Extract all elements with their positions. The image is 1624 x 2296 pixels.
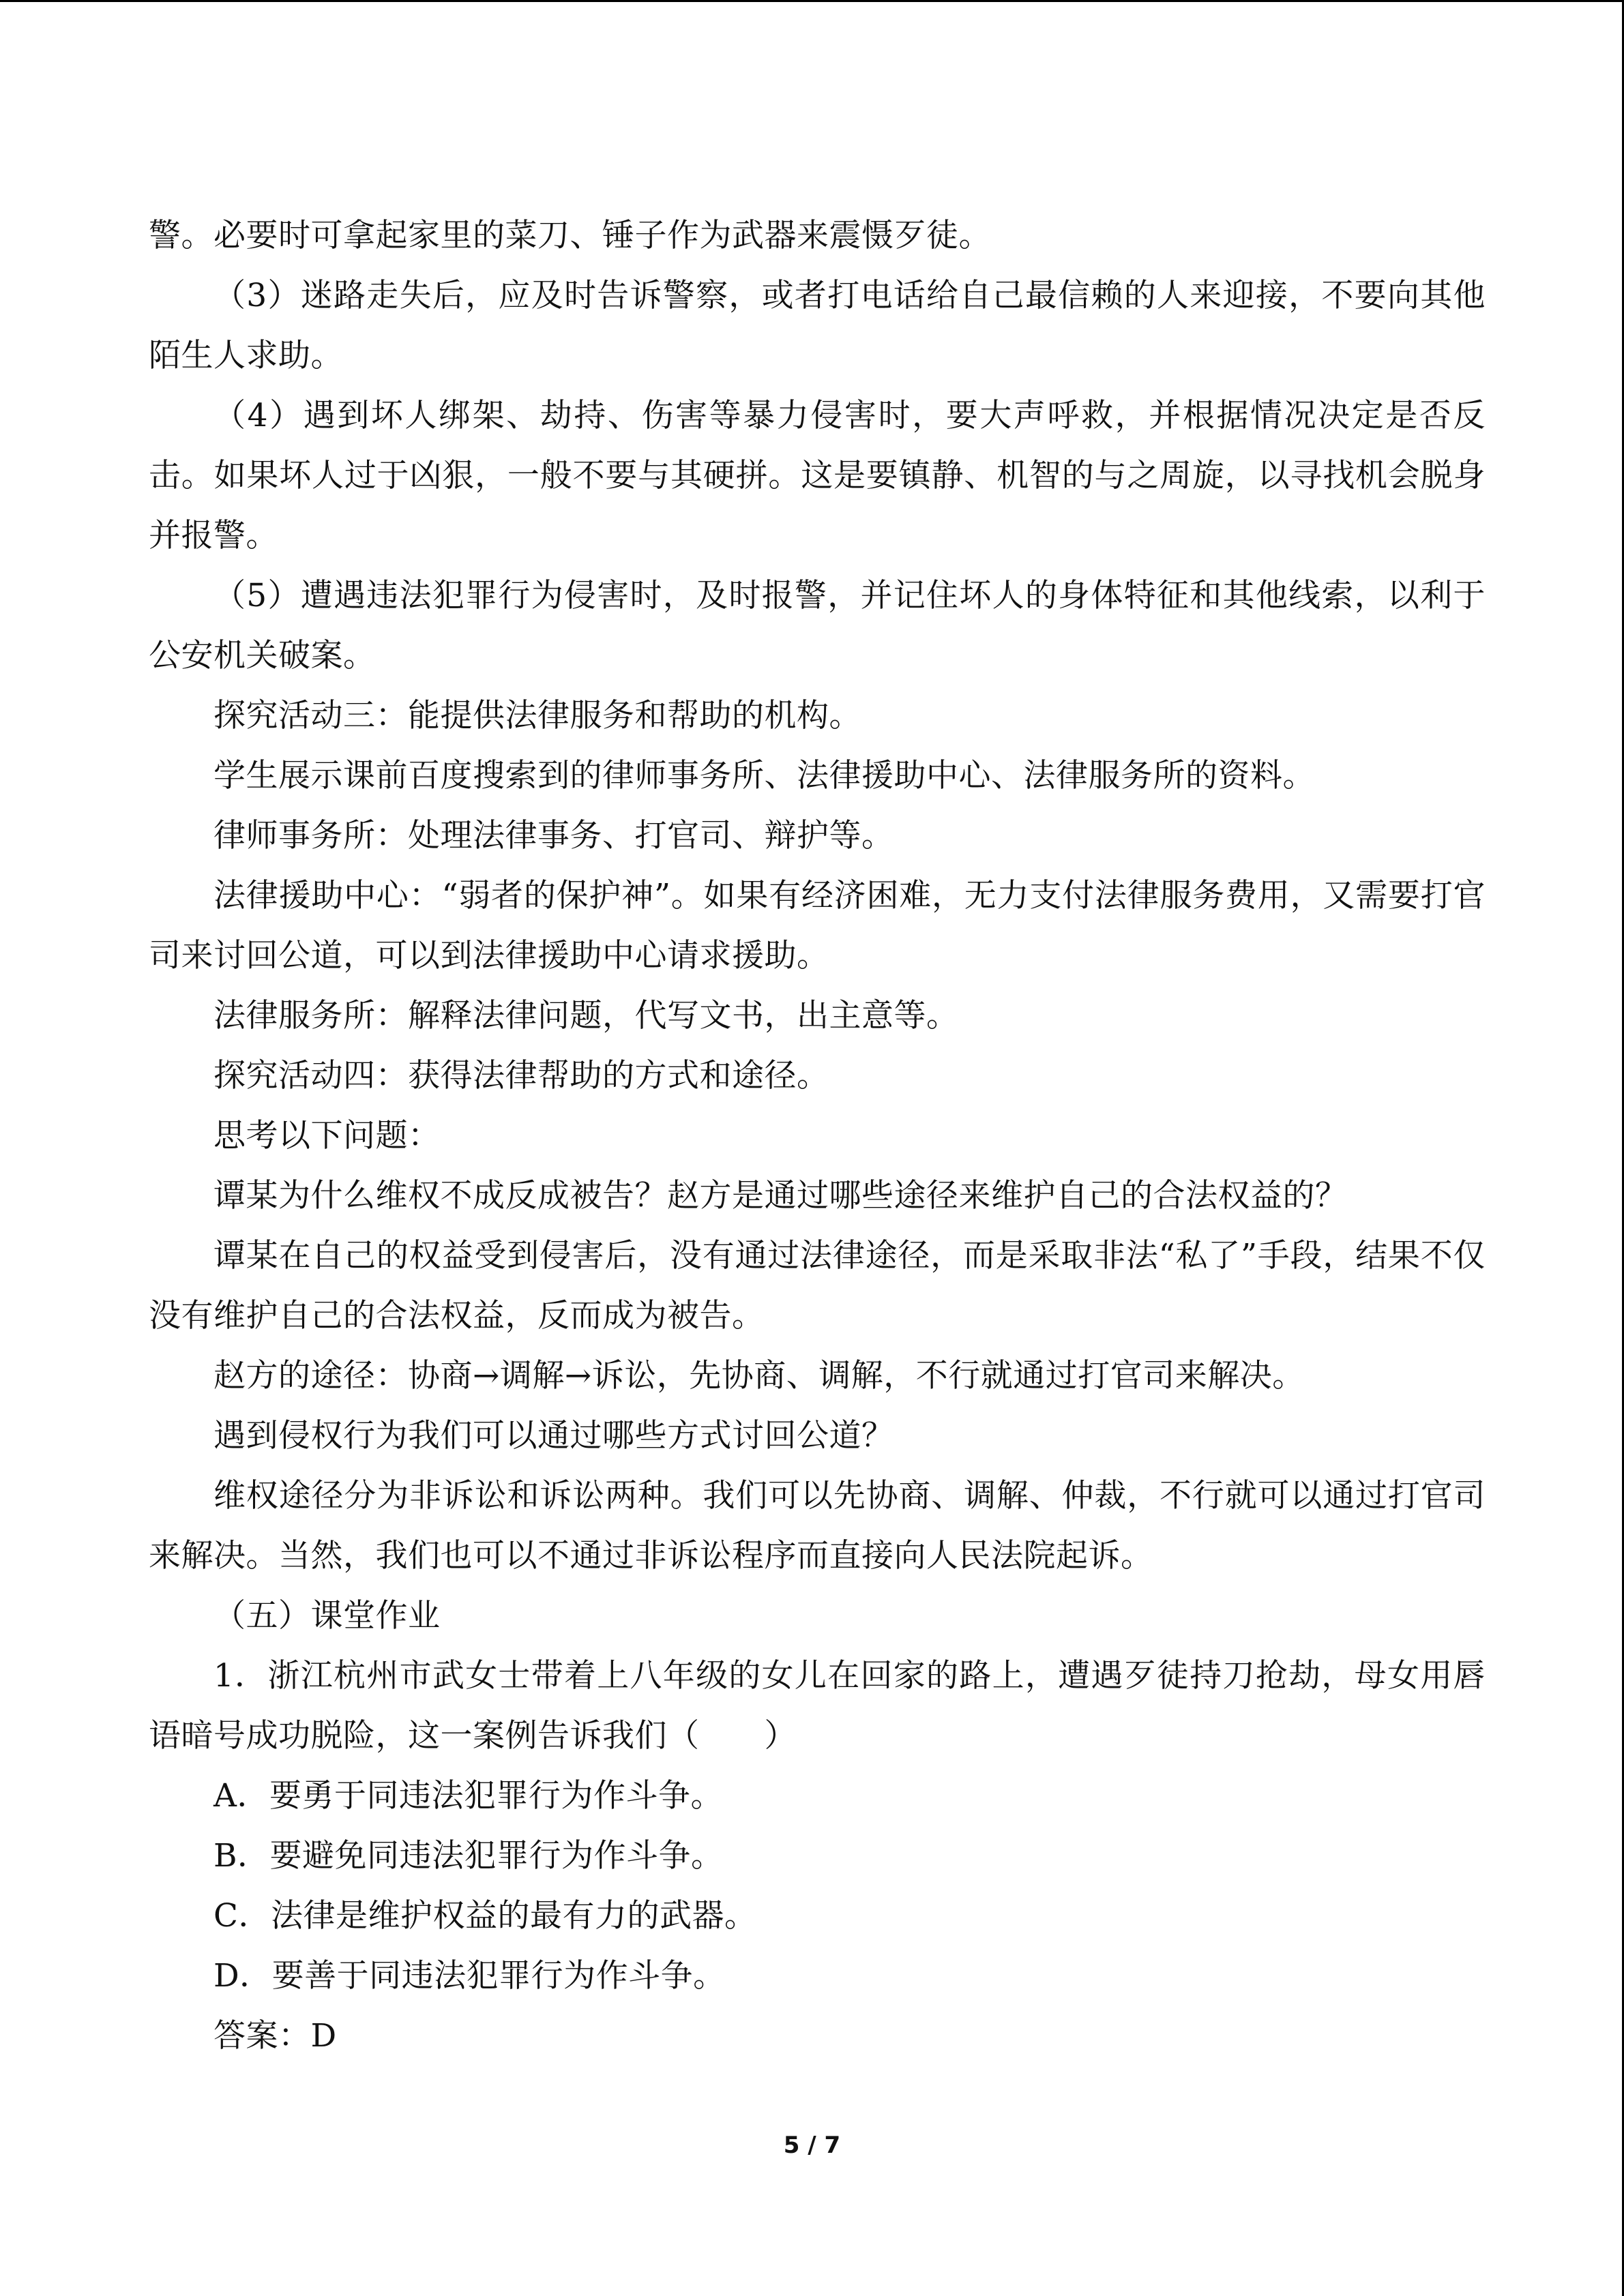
paragraph-question-2: 遇到侵权行为我们可以通过哪些方式讨回公道？ [213,1417,894,1455]
paragraph-answer-zhao: 赵方的途径：协商→调解→诉讼，先协商、调解，不行就通过打官司来解决。 [213,1357,1305,1395]
paragraph-question-1: 谭某为什么维权不成反成被告？赵方是通过哪些途径来维护自己的合法权益的？ [213,1177,1348,1214]
paragraph-option-d: D．要善于同违法犯罪行为作斗争。 [213,1957,726,1995]
paragraph-homework-heading: （五）课堂作业 [213,1597,441,1635]
paragraph-answer: 答案：D [213,2017,337,2055]
paragraph-option-c: C．法律是维护权益的最有力的武器。 [213,1897,757,1935]
paragraph-exercise-1: 1．浙江杭州市武女士带着上八年级的女儿在回家的路上，遭遇歹徒持刀抢劫，母女用唇语暗号成功脱险，这一案例告诉我们（ ） [149,1657,1486,1755]
page-number: 5 / 7 [783,2132,841,2159]
paragraph-answer-tan: 谭某在自己的权益受到侵害后，没有通过法律途径，而是采取非法“私了”手段，结果不仅没有维护自己的合法权益，反而成为被告。 [149,1237,1486,1335]
paragraph-continuation: 警。必要时可拿起家里的菜刀、锤子作为武器来震慑歹徒。 [149,217,991,254]
paragraph-tip-4: （4）遇到坏人绑架、劫持、伤害等暴力侵害时，要大声呼救，并根据情况决定是否反击。如果坏人过于凶狠，一般不要与其硬拼。这是要镇静、机智的与之周旋，以寻找机会脱身并报警。 [149,397,1486,554]
paragraph-law-firm: 律师事务所：处理法律事务、打官司、辩护等。 [213,817,894,854]
page-border-top [0,0,1624,2]
document-body [149,206,1486,2066]
paragraph-activity-4-heading: 探究活动四：获得法律帮助的方式和途径。 [213,1057,829,1094]
paragraph-option-b: B．要避免同违法犯罪行为作斗争。 [213,1837,724,1875]
paragraph-activity-3-heading: 探究活动三：能提供法律服务和帮助的机构。 [213,697,861,734]
paragraph-legal-service-office: 法律服务所：解释法律问题，代写文书，出主意等。 [213,997,959,1034]
paragraph-option-a: A．要勇于同违法犯罪行为作斗争。 [213,1777,723,1815]
paragraph-tip-3: （3）迷路走失后，应及时告诉警察，或者打电话给自己最信赖的人来迎接，不要向其他陌生人求助。 [149,277,1486,374]
paragraph-answer-routes: 维权途径分为非诉讼和诉讼两种。我们可以先协商、调解、仲裁，不行就可以通过打官司来解决。当然，我们也可以不通过非诉讼程序而直接向人民法院起诉。 [149,1477,1486,1575]
paragraph-legal-aid-center: 法律援助中心：“弱者的保护神”。如果有经济困难，无力支付法律服务费用，又需要打官司来讨回公道，可以到法律援助中心请求援助。 [149,877,1486,974]
paragraph-think-questions: 思考以下问题： [213,1117,441,1154]
paragraph-tip-5: （5）遭遇违法犯罪行为侵害时，及时报警，并记住坏人的身体特征和其他线索，以利于公安机关破案。 [149,577,1486,674]
paragraph-student-display: 学生展示课前百度搜索到的律师事务所、法律援助中心、法律服务所的资料。 [213,757,1315,794]
